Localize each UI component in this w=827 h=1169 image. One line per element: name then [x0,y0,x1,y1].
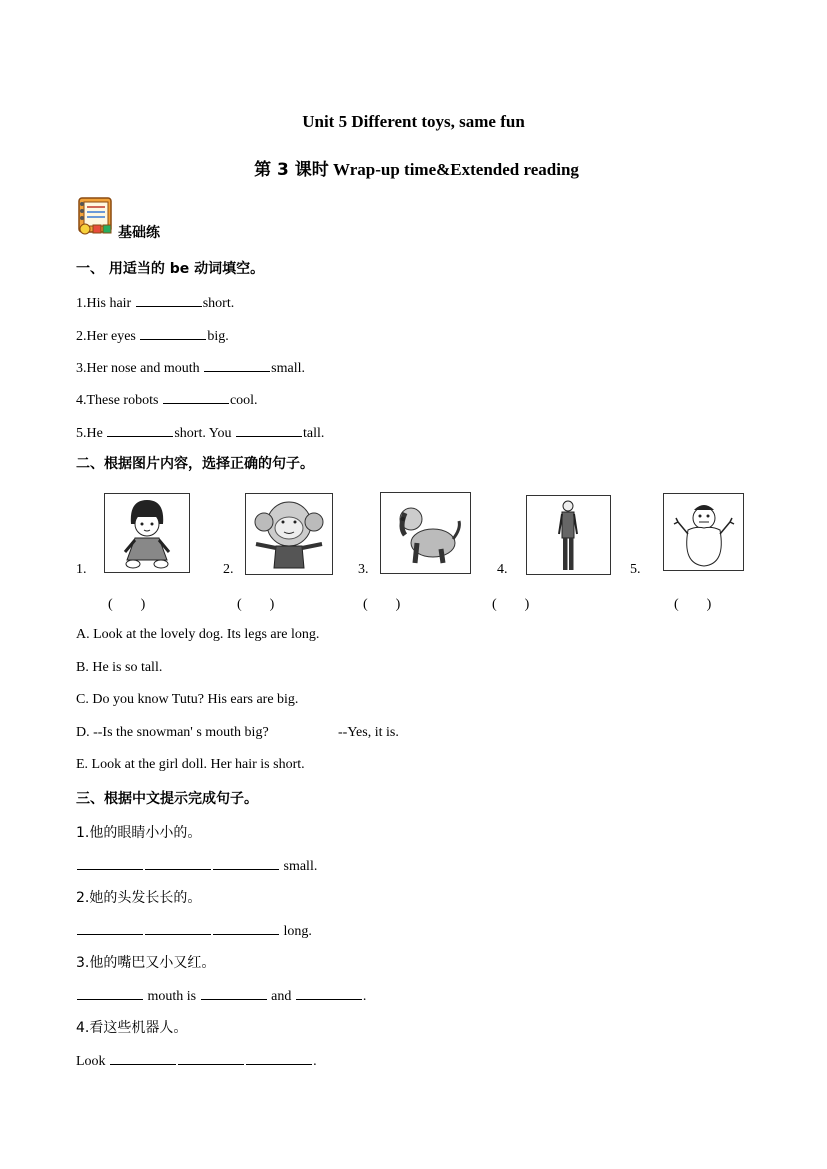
s1-item-5-mid: short. You [174,426,236,441]
answer-blank[interactable] [213,855,279,870]
s3-answer-3-and: and [267,989,295,1004]
snowman-picture [663,493,744,571]
option-c: C. Do you know Tutu? His ears are big. [76,692,299,707]
s1-item-2 [76,325,229,345]
option-d-answer: --Yes, it is. [338,725,399,740]
s1-item-1-tail: short. [202,296,235,311]
answer-paren-4[interactable]: ( ) [492,597,530,612]
tall-man-picture [526,495,611,575]
s3-answer-1-tail: small. [280,859,318,874]
answer-blank[interactable] [296,985,362,1000]
s1-item-4 [76,389,258,409]
picture-4-number: 4. [497,562,508,577]
picture-3-number: 3. [358,562,369,577]
picture-2-number: 2. [223,562,234,577]
option-a: A. Look at the lovely dog. Its legs are long. [76,627,320,642]
s3-prompt-3: 3.他的嘴巴又小又红。 [76,955,216,971]
notebook-icon [76,196,114,236]
s3-prompt-4: 4.看这些机器人。 [76,1020,188,1036]
s3-answer-3-period: . [362,989,367,1004]
answer-blank[interactable] [107,422,173,437]
answer-paren-2[interactable]: ( ) [237,597,275,612]
answer-blank[interactable] [213,920,279,935]
s1-item-2-text: 2.Her eyes [76,329,140,344]
s1-item-5 [76,422,324,442]
s3-prompt-1: 1.他的眼睛小小的。 [76,825,202,841]
s1-item-5-tail: tall. [303,426,325,441]
girl-doll-picture [104,493,190,573]
answer-blank[interactable] [204,357,270,372]
s3-prompt-2: 2.她的头发长长的。 [76,890,202,906]
dog-picture [380,492,471,574]
s1-item-4-text: 4.These robots [76,393,162,408]
answer-blank[interactable] [77,855,143,870]
answer-paren-5[interactable]: ( ) [674,597,712,612]
s3-answer-3-mouth: mouth is [144,989,200,1004]
option-d: D. --Is the snowman' s mouth big? [76,725,269,740]
answer-blank[interactable] [201,985,267,1000]
answer-blank[interactable] [178,1050,244,1065]
answer-blank[interactable] [145,855,211,870]
option-e: E. Look at the girl doll. Her hair is short. [76,757,305,772]
s3-answer-4-period: . [313,1054,317,1069]
s3-answer-2-tail: long. [280,924,312,939]
page-title: Unit 5 Different toys, same fun [302,112,525,131]
s1-item-3-text: 3.Her nose and mouth [76,361,204,376]
s3-answer-4-look: Look [76,1054,110,1069]
answer-blank[interactable] [145,920,211,935]
answer-blank[interactable] [236,422,302,437]
page-subtitle [0,155,827,180]
subtitle-lesson: 第 3 课时 [254,160,329,180]
s3-answer-4 [76,1050,317,1070]
s1-item-3-tail: small. [271,361,305,376]
section1-heading: 一、 用适当的 be 动词填空。 [76,261,265,277]
monkey-tutu-picture [245,493,333,575]
s1-item-1 [76,292,234,312]
answer-blank[interactable] [136,292,202,307]
s1-item-4-tail: cool. [229,393,258,408]
picture-1-number: 1. [76,562,87,577]
picture-5-number: 5. [630,562,641,577]
answer-blank[interactable] [246,1050,312,1065]
s3-answer-1 [76,855,317,875]
subtitle-topic: Wrap-up time&Extended reading [328,160,579,179]
option-b: B. He is so tall. [76,660,163,675]
answer-blank[interactable] [140,325,206,340]
answer-paren-1[interactable]: ( ) [108,597,146,612]
s3-answer-3 [76,985,366,1005]
s1-item-1-text: 1.His hair [76,296,135,311]
basic-practice-label: 基础练 [118,225,160,241]
s3-answer-2 [76,920,312,940]
answer-blank[interactable] [110,1050,176,1065]
answer-paren-3[interactable]: ( ) [363,597,401,612]
section3-heading: 三、根据中文提示完成句子。 [76,791,258,807]
s1-item-2-tail: big. [207,329,229,344]
answer-blank[interactable] [77,985,143,1000]
answer-blank[interactable] [77,920,143,935]
answer-blank[interactable] [163,389,229,404]
section2-heading: 二、根据图片内容，选择正确的句子。 [76,456,314,472]
s1-item-3 [76,357,305,377]
s1-item-5-text: 5.He [76,426,107,441]
